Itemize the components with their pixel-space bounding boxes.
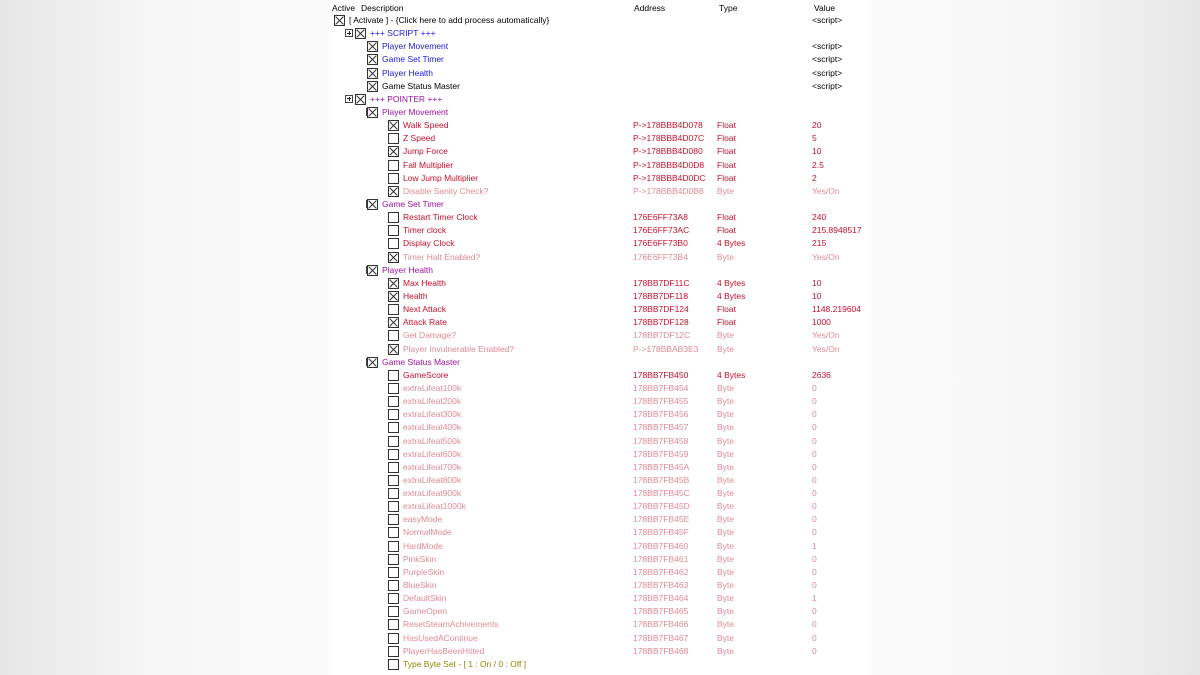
table-row[interactable] xyxy=(330,53,870,66)
entry-description[interactable]: extraLifeat300k xyxy=(403,409,462,420)
entry-value[interactable]: 0 xyxy=(812,435,817,446)
entry-value[interactable]: 1 xyxy=(812,540,817,551)
entry-type[interactable]: Byte xyxy=(717,619,735,630)
entry-description[interactable]: Game Set Timer xyxy=(382,198,444,209)
entry-description[interactable]: DefaultSkin xyxy=(403,593,447,604)
entry-type[interactable]: Float xyxy=(717,159,736,170)
active-checkbox[interactable] xyxy=(367,54,378,65)
entry-description[interactable]: Type Byte Set - [ 1 : On / 0 : Off ] xyxy=(403,658,527,669)
table-row[interactable] xyxy=(330,303,870,316)
entry-address[interactable]: 178BB7FB455 xyxy=(633,396,689,407)
entry-type[interactable]: 4 Bytes xyxy=(717,369,746,380)
entry-value[interactable]: 0 xyxy=(812,606,817,617)
entry-type[interactable]: Float xyxy=(717,120,736,131)
active-checkbox[interactable] xyxy=(388,527,399,538)
active-checkbox[interactable] xyxy=(367,357,378,368)
entry-value[interactable]: 0 xyxy=(812,409,817,420)
entry-value[interactable]: 0 xyxy=(812,566,817,577)
entry-description[interactable]: extraLifeat1000k xyxy=(403,501,466,512)
entry-description[interactable]: Disable Sanity Check? xyxy=(403,185,489,196)
entry-address[interactable]: 178BB7FB45A xyxy=(633,461,690,472)
entry-address[interactable]: 178BB7FB465 xyxy=(633,606,689,617)
table-row[interactable] xyxy=(330,487,870,500)
entry-description[interactable]: Game Status Master xyxy=(382,80,460,91)
entry-address[interactable]: 178BB7FB458 xyxy=(633,435,689,446)
table-header xyxy=(330,0,870,14)
entry-type[interactable]: 4 Bytes xyxy=(717,290,746,301)
entry-address[interactable]: 178BB7DF11C xyxy=(633,277,690,288)
expand-toggle-icon[interactable] xyxy=(345,29,353,37)
active-checkbox[interactable] xyxy=(367,68,378,79)
active-checkbox[interactable] xyxy=(388,593,399,604)
entry-value[interactable]: 0 xyxy=(812,645,817,656)
entry-value[interactable]: Yes/On xyxy=(812,330,840,341)
entry-value[interactable]: <script> xyxy=(812,15,843,25)
table-row[interactable] xyxy=(330,592,870,605)
entry-type[interactable]: Byte xyxy=(717,474,735,485)
active-checkbox[interactable] xyxy=(388,212,399,223)
header-type[interactable]: Type xyxy=(719,3,738,13)
entry-type[interactable]: Byte xyxy=(717,382,735,393)
entry-description[interactable]: Display Clock xyxy=(403,238,455,249)
expand-toggle-icon[interactable] xyxy=(345,95,353,103)
entry-value[interactable]: 0 xyxy=(812,514,817,525)
active-checkbox[interactable] xyxy=(388,304,399,315)
entry-value[interactable]: <script> xyxy=(812,41,843,52)
entry-value[interactable]: 10 xyxy=(812,277,822,288)
entry-address[interactable]: P->178BBB4D07C xyxy=(633,133,705,144)
active-checkbox[interactable] xyxy=(388,488,399,499)
entry-type[interactable]: Byte xyxy=(717,185,735,196)
entry-description[interactable]: PinkSkin xyxy=(403,553,437,564)
entry-address[interactable]: 178BB7FB461 xyxy=(633,553,689,564)
entry-value[interactable]: Yes/On xyxy=(812,251,840,262)
entry-description[interactable]: Get Damage? xyxy=(403,330,456,341)
entry-address[interactable]: 178BB7FB45C xyxy=(633,488,690,499)
entry-description[interactable]: Restart Timer Clock xyxy=(403,212,478,223)
entry-description[interactable]: easyMode xyxy=(403,514,443,525)
table-row[interactable] xyxy=(330,605,870,618)
active-checkbox[interactable] xyxy=(388,344,399,355)
entry-description[interactable]: extraLifeat700k xyxy=(403,461,462,472)
table-row[interactable] xyxy=(330,382,870,395)
entry-address[interactable]: 178BB7FB464 xyxy=(633,593,689,604)
entry-address[interactable]: P->178BBB4D0DC xyxy=(633,172,706,183)
entry-description[interactable]: PlayerHasBeenHitted xyxy=(403,645,485,656)
table-row[interactable] xyxy=(330,251,870,264)
entry-type[interactable]: Byte xyxy=(717,435,735,446)
entry-address[interactable]: 178BB7FB45F xyxy=(633,527,689,538)
entry-type[interactable]: 4 Bytes xyxy=(717,277,746,288)
entry-description[interactable]: extraLifeat400k xyxy=(403,422,462,433)
entry-type[interactable]: Byte xyxy=(717,566,735,577)
entry-value[interactable]: 240 xyxy=(812,212,827,223)
entry-address[interactable]: 178BB7FB45D xyxy=(633,501,690,512)
entry-description[interactable]: extraLifeat800k xyxy=(403,474,462,485)
entry-description[interactable]: [ Activate ] - {Click here to add process automatically} xyxy=(349,15,550,25)
active-checkbox[interactable] xyxy=(334,15,345,26)
entry-address[interactable]: 178BB7DF124 xyxy=(633,304,689,315)
entry-value[interactable]: 0 xyxy=(812,422,817,433)
entry-description[interactable]: BlueSkin xyxy=(403,580,437,591)
entry-type[interactable]: Byte xyxy=(717,580,735,591)
header-value[interactable]: Value xyxy=(814,3,836,13)
entry-type[interactable]: Byte xyxy=(717,553,735,564)
table-row[interactable] xyxy=(330,198,870,211)
table-row[interactable] xyxy=(330,93,870,106)
entry-description[interactable]: Z Speed xyxy=(403,133,436,144)
entry-value[interactable]: 215 xyxy=(812,238,827,249)
entry-address[interactable]: 178BB7FB459 xyxy=(633,448,689,459)
entry-value[interactable]: 2636 xyxy=(812,369,831,380)
active-checkbox[interactable] xyxy=(388,173,399,184)
entry-type[interactable]: Byte xyxy=(717,422,735,433)
active-checkbox[interactable] xyxy=(388,160,399,171)
active-checkbox[interactable] xyxy=(388,606,399,617)
entry-value[interactable]: <script> xyxy=(812,67,843,78)
entry-value[interactable]: 215.8948517 xyxy=(812,225,862,236)
entry-type[interactable]: Byte xyxy=(717,343,735,354)
entry-value[interactable]: <script> xyxy=(812,80,843,91)
active-checkbox[interactable] xyxy=(388,580,399,591)
entry-type[interactable]: Float xyxy=(717,172,736,183)
entry-value[interactable]: 0 xyxy=(812,619,817,630)
entry-type[interactable]: Float xyxy=(717,317,736,328)
active-checkbox[interactable] xyxy=(388,330,399,341)
active-checkbox[interactable] xyxy=(355,28,366,39)
active-checkbox[interactable] xyxy=(388,475,399,486)
table-row[interactable] xyxy=(330,408,870,421)
entry-type[interactable]: Byte xyxy=(717,540,735,551)
active-checkbox[interactable] xyxy=(388,619,399,630)
entry-address[interactable]: 176E6FF73A8 xyxy=(633,212,688,223)
entry-value[interactable]: Yes/On xyxy=(812,185,840,196)
entry-description[interactable]: extraLifeat600k xyxy=(403,448,462,459)
entry-description[interactable]: PurpleSkin xyxy=(403,566,445,577)
entry-value[interactable]: 0 xyxy=(812,527,817,538)
active-checkbox[interactable] xyxy=(388,146,399,157)
entry-value[interactable]: 0 xyxy=(812,461,817,472)
active-checkbox[interactable] xyxy=(388,659,399,670)
table-row[interactable] xyxy=(330,553,870,566)
entry-address[interactable]: 178BB7FB467 xyxy=(633,632,689,643)
table-row[interactable] xyxy=(330,132,870,145)
cheat-table-panel xyxy=(330,0,870,675)
table-row[interactable] xyxy=(330,40,870,53)
active-checkbox[interactable] xyxy=(388,567,399,578)
entry-value[interactable]: 1 xyxy=(812,593,817,604)
entry-address[interactable]: 178BB7DF12C xyxy=(633,330,691,341)
entry-description[interactable]: extraLifeat200k xyxy=(403,396,462,407)
entry-description[interactable]: Low Jump Multiplier xyxy=(403,172,479,183)
active-checkbox[interactable] xyxy=(388,383,399,394)
entry-description[interactable]: extraLifeat500k xyxy=(403,435,462,446)
active-checkbox[interactable] xyxy=(367,41,378,52)
table-row[interactable] xyxy=(330,540,870,553)
table-row[interactable] xyxy=(330,618,870,631)
active-checkbox[interactable] xyxy=(388,278,399,289)
entry-value[interactable]: 0 xyxy=(812,501,817,512)
active-checkbox[interactable] xyxy=(367,81,378,92)
entry-address[interactable]: 178BB7DF128 xyxy=(633,317,689,328)
active-checkbox[interactable] xyxy=(388,370,399,381)
entry-description[interactable]: HasUsedAContinue xyxy=(403,632,478,643)
entry-type[interactable]: Byte xyxy=(717,632,735,643)
active-checkbox[interactable] xyxy=(388,252,399,263)
entry-type[interactable]: Byte xyxy=(717,514,735,525)
table-row[interactable] xyxy=(330,172,870,185)
active-checkbox[interactable] xyxy=(388,633,399,644)
entry-address[interactable]: 178BB7FB454 xyxy=(633,382,689,393)
entry-value[interactable]: 0 xyxy=(812,382,817,393)
entry-type[interactable]: Byte xyxy=(717,488,735,499)
entry-value[interactable]: 1000 xyxy=(812,317,831,328)
table-row[interactable] xyxy=(330,185,870,198)
entry-value[interactable]: 1148.219604 xyxy=(812,304,862,315)
table-row[interactable] xyxy=(330,513,870,526)
active-checkbox[interactable] xyxy=(367,199,378,210)
entry-type[interactable]: Float xyxy=(717,212,736,223)
active-checkbox[interactable] xyxy=(388,317,399,328)
active-checkbox[interactable] xyxy=(388,541,399,552)
table-row[interactable] xyxy=(330,67,870,80)
entry-value[interactable]: 0 xyxy=(812,580,817,591)
entry-value[interactable]: 5 xyxy=(812,133,817,144)
active-checkbox[interactable] xyxy=(388,186,399,197)
header-active[interactable]: Active xyxy=(332,3,356,13)
active-checkbox[interactable] xyxy=(388,133,399,144)
table-row[interactable] xyxy=(330,566,870,579)
entry-description[interactable]: Player Movement xyxy=(382,41,449,52)
table-row[interactable] xyxy=(330,474,870,487)
active-checkbox[interactable] xyxy=(388,120,399,131)
entry-description[interactable]: NormalMode xyxy=(403,527,452,538)
table-row[interactable] xyxy=(330,461,870,474)
entry-value[interactable]: 0 xyxy=(812,632,817,643)
table-row[interactable] xyxy=(330,264,870,277)
entry-value[interactable]: 10 xyxy=(812,290,822,301)
entry-description[interactable]: Player Health xyxy=(382,264,434,275)
entry-description[interactable]: GameOpen xyxy=(403,606,447,617)
entry-value[interactable]: 2 xyxy=(812,172,817,183)
table-row[interactable] xyxy=(330,329,870,342)
active-checkbox[interactable] xyxy=(388,396,399,407)
entry-value[interactable]: Yes/On xyxy=(812,343,840,354)
entry-description[interactable]: +++ SCRIPT +++ xyxy=(370,28,436,39)
active-checkbox[interactable] xyxy=(388,554,399,565)
entry-description[interactable]: Player Movement xyxy=(382,106,449,117)
entry-type[interactable]: Float xyxy=(717,133,736,144)
active-checkbox[interactable] xyxy=(388,462,399,473)
entry-value[interactable]: 10 xyxy=(812,146,822,157)
table-row[interactable] xyxy=(330,526,870,539)
table-row[interactable] xyxy=(330,211,870,224)
entry-address[interactable]: 178BB7FB462 xyxy=(633,566,689,577)
table-row[interactable] xyxy=(330,80,870,93)
entry-description[interactable]: Player Invulnerable Enabled? xyxy=(403,343,515,354)
entry-value[interactable]: 0 xyxy=(812,488,817,499)
entry-address[interactable]: 178BB7FB466 xyxy=(633,619,689,630)
entry-type[interactable]: Byte xyxy=(717,645,735,656)
entry-type[interactable]: Byte xyxy=(717,527,735,538)
table-row[interactable] xyxy=(330,632,870,645)
entry-description[interactable]: Health xyxy=(403,290,428,301)
entry-value[interactable]: 0 xyxy=(812,396,817,407)
entry-value[interactable]: 0 xyxy=(812,553,817,564)
entry-description[interactable]: Player Health xyxy=(382,67,434,78)
entry-type[interactable]: Byte xyxy=(717,461,735,472)
active-checkbox[interactable] xyxy=(388,422,399,433)
entry-value[interactable]: 2.5 xyxy=(812,159,824,170)
table-row[interactable] xyxy=(330,237,870,250)
table-row[interactable] xyxy=(330,145,870,158)
table-row[interactable] xyxy=(330,343,870,356)
entry-description[interactable]: Next Attack xyxy=(403,304,446,315)
active-checkbox[interactable] xyxy=(388,291,399,302)
entry-address[interactable]: 176E6FF73B4 xyxy=(633,251,688,262)
entry-type[interactable]: Byte xyxy=(717,448,735,459)
active-checkbox[interactable] xyxy=(388,238,399,249)
table-row[interactable] xyxy=(330,14,870,27)
table-row[interactable] xyxy=(330,316,870,329)
entry-description[interactable]: Attack Rate xyxy=(403,317,447,328)
entry-address[interactable]: 178BB7FB456 xyxy=(633,409,689,420)
entry-type[interactable]: Byte xyxy=(717,330,735,341)
table-row[interactable] xyxy=(330,159,870,172)
entry-type[interactable]: Byte xyxy=(717,396,735,407)
active-checkbox[interactable] xyxy=(388,449,399,460)
entry-value[interactable]: <script> xyxy=(812,54,843,65)
table-row[interactable] xyxy=(330,645,870,658)
entry-type[interactable]: Byte xyxy=(717,501,735,512)
entry-description[interactable]: Timer clock xyxy=(403,225,447,236)
entry-description[interactable]: Walk Speed xyxy=(403,120,449,131)
entry-value[interactable]: 20 xyxy=(812,120,822,131)
table-row[interactable] xyxy=(330,27,870,40)
header-description[interactable]: Description xyxy=(361,3,404,13)
entry-address[interactable]: 178BB7FB457 xyxy=(633,422,689,433)
entry-address[interactable]: P->178BBB4D080 xyxy=(633,146,703,157)
table-row[interactable] xyxy=(330,395,870,408)
active-checkbox[interactable] xyxy=(388,436,399,447)
table-row[interactable] xyxy=(330,119,870,132)
entry-address[interactable]: 178BB7FB463 xyxy=(633,580,689,591)
entry-address[interactable]: 176E6FF73B0 xyxy=(633,238,688,249)
active-checkbox[interactable] xyxy=(367,107,378,118)
entry-address[interactable]: P->178BBB4D078 xyxy=(633,120,703,131)
entry-description[interactable]: Timer Halt Enabled? xyxy=(403,251,481,262)
cheat-entry-list xyxy=(330,14,870,671)
header-address[interactable]: Address xyxy=(634,3,666,13)
active-checkbox[interactable] xyxy=(367,265,378,276)
table-row[interactable] xyxy=(330,421,870,434)
entry-description[interactable]: +++ POINTER +++ xyxy=(370,93,443,104)
table-row[interactable] xyxy=(330,277,870,290)
entry-description[interactable]: Max Health xyxy=(403,277,446,288)
active-checkbox[interactable] xyxy=(388,501,399,512)
active-checkbox[interactable] xyxy=(388,646,399,657)
table-row[interactable] xyxy=(330,356,870,369)
table-row[interactable] xyxy=(330,224,870,237)
entry-value[interactable]: 0 xyxy=(812,474,817,485)
entry-address[interactable]: 178BB7FB460 xyxy=(633,540,689,551)
entry-description[interactable]: Jump Force xyxy=(403,146,448,157)
entry-type[interactable]: Byte xyxy=(717,251,735,262)
entry-type[interactable]: Byte xyxy=(717,606,735,617)
entry-address[interactable]: 176E6FF73AC xyxy=(633,225,690,236)
entry-description[interactable]: GameScore xyxy=(403,369,449,380)
entry-type[interactable]: Float xyxy=(717,146,736,157)
table-row[interactable] xyxy=(330,435,870,448)
entry-type[interactable]: 4 Bytes xyxy=(717,238,746,249)
entry-type[interactable]: Float xyxy=(717,225,736,236)
table-row[interactable] xyxy=(330,500,870,513)
active-checkbox[interactable] xyxy=(355,94,366,105)
entry-address[interactable]: 178BB7FB468 xyxy=(633,645,689,656)
entry-description[interactable]: ResetSteamAchivements xyxy=(403,619,499,630)
entry-address[interactable]: P->178BBAB3E3 xyxy=(633,343,699,354)
entry-address[interactable]: 178BB7FB45B xyxy=(633,474,690,485)
active-checkbox[interactable] xyxy=(388,409,399,420)
entry-description[interactable]: HardMode xyxy=(403,540,443,551)
table-row[interactable] xyxy=(330,290,870,303)
active-checkbox[interactable] xyxy=(388,514,399,525)
entry-type[interactable]: Float xyxy=(717,304,736,315)
entry-address[interactable]: P->178BBB4D0B8 xyxy=(633,185,704,196)
table-row[interactable] xyxy=(330,448,870,461)
entry-description[interactable]: extraLifeat100k xyxy=(403,382,462,393)
entry-type[interactable]: Byte xyxy=(717,409,735,420)
entry-type[interactable]: Byte xyxy=(717,593,735,604)
table-row[interactable] xyxy=(330,106,870,119)
entry-address[interactable]: 178BB7FB450 xyxy=(633,369,689,380)
entry-description[interactable]: Game Status Master xyxy=(382,356,460,367)
entry-address[interactable]: 178BB7FB45E xyxy=(633,514,690,525)
entry-address[interactable]: P->178BBB4D0D8 xyxy=(633,159,705,170)
entry-description[interactable]: Game Set Timer xyxy=(382,54,444,65)
table-row[interactable] xyxy=(330,658,870,671)
entry-address[interactable]: 178BB7DF118 xyxy=(633,290,689,301)
table-row[interactable] xyxy=(330,579,870,592)
entry-description[interactable]: extraLifeat900k xyxy=(403,488,462,499)
entry-value[interactable]: 0 xyxy=(812,448,817,459)
table-row[interactable] xyxy=(330,369,870,382)
entry-description[interactable]: Fall Multiplier xyxy=(403,159,454,170)
active-checkbox[interactable] xyxy=(388,225,399,236)
